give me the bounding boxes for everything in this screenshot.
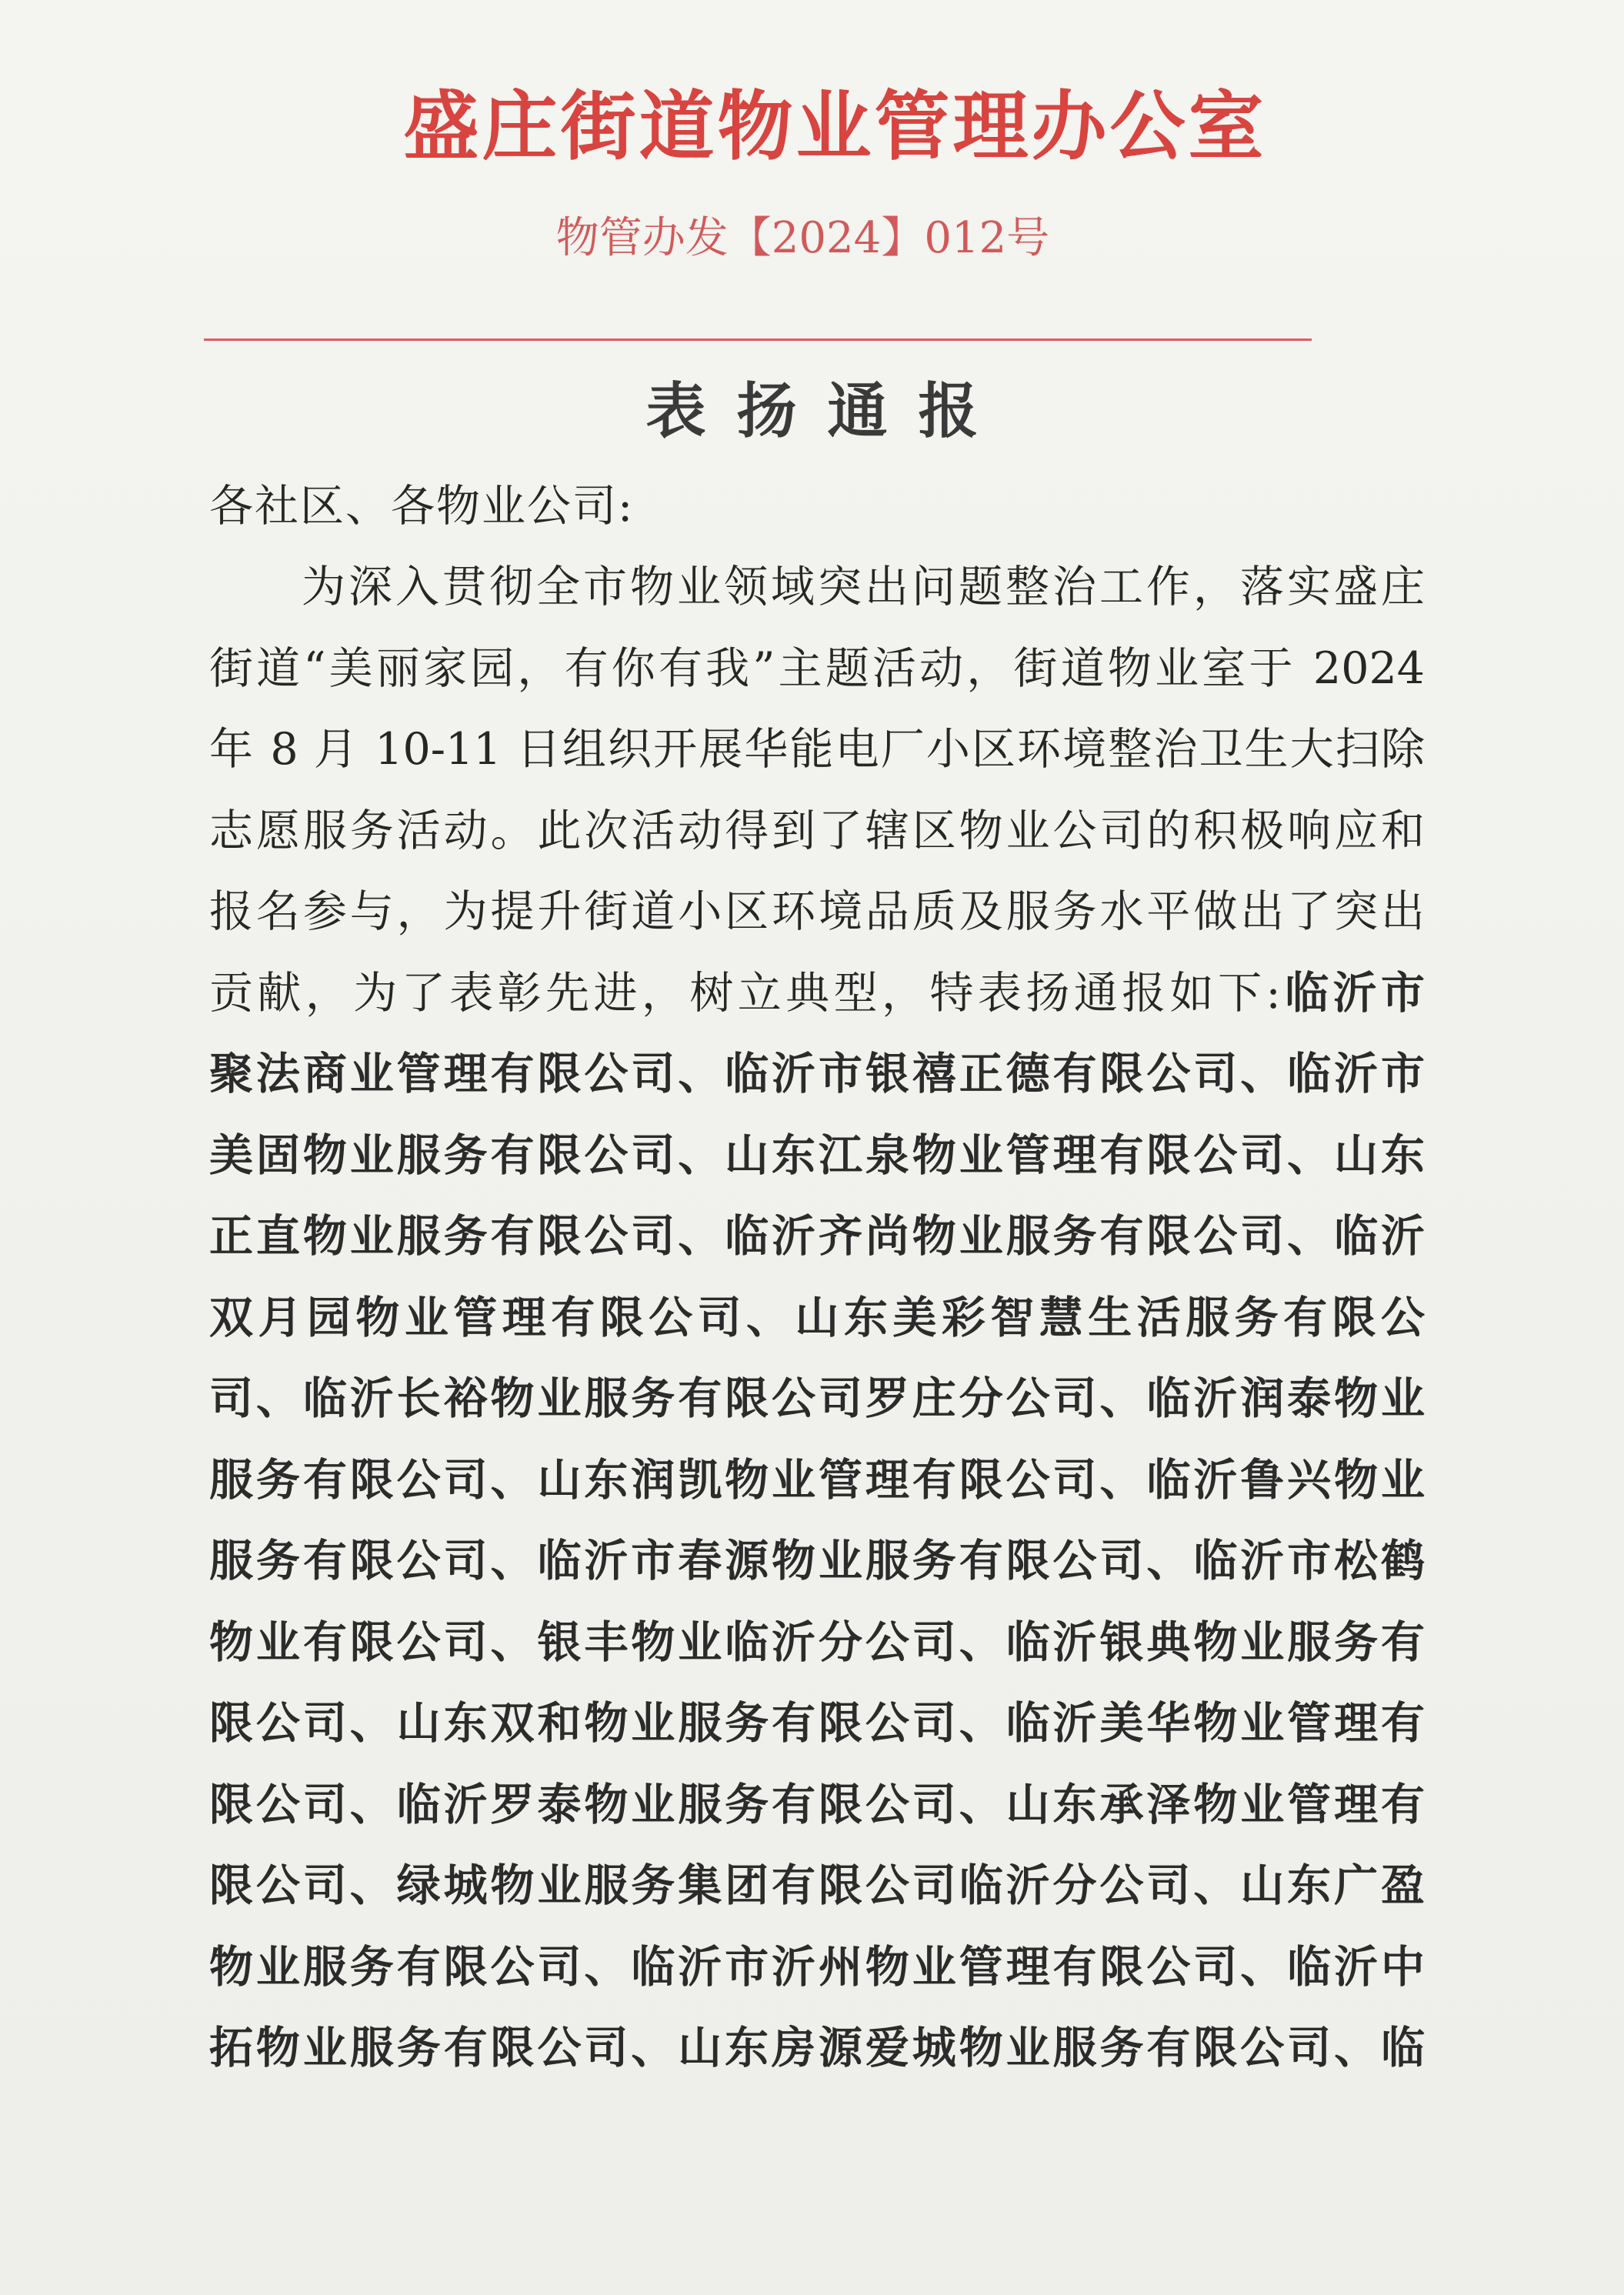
company-line: 拓物业服务有限公司、山东房源爱城物业服务有限公司、临 [209, 2023, 1425, 2073]
salutation: 各社区、各物业公司: [209, 481, 635, 532]
paragraph-line-mixed [209, 953, 1425, 1035]
company-line: 物业服务有限公司、临沂市沂州物业管理有限公司、临沂中 [209, 1941, 1425, 1993]
company-line: 限公司、绿城物业服务集团有限公司临沂分公司、山东广盈 [209, 1860, 1425, 1911]
company-line: 限公司、临沂罗泰物业服务有限公司、山东承泽物业管理有 [209, 1779, 1425, 1830]
company-list-start: 临沂市 [1280, 967, 1426, 1019]
company-line: 正直物业服务有限公司、临沂齐尚物业服务有限公司、临沂 [209, 1211, 1425, 1262]
paragraph-line: 为深入贯彻全市物业领域突出问题整治工作，落实盛庄 [302, 562, 1425, 612]
company-line: 美固物业服务有限公司、山东江泉物业管理有限公司、山东 [209, 1129, 1425, 1181]
company-line: 服务有限公司、临沂市春源物业服务有限公司、临沂市松鹤 [209, 1536, 1425, 1586]
company-line: 服务有限公司、山东润凯物业管理有限公司、临沂鲁兴物业 [209, 1454, 1425, 1506]
company-line: 双月园物业管理有限公司、山东美彩智慧生活服务有限公 [209, 1292, 1425, 1343]
paragraph-line: 街道“美丽家园，有你有我”主题活动，街道物业室于 2024 [209, 642, 1425, 694]
paragraph-line: 志愿服务活动。此次活动得到了辖区物业公司的积极响应和 [209, 805, 1425, 856]
paragraph-line: 报名参与，为提升街道小区环境品质及服务水平做出了突出 [209, 886, 1425, 937]
paragraph-line-regular: 贡献，为了表彰先进，树立典型，特表扬通报如下: [209, 967, 1281, 1019]
company-line: 聚法商业管理有限公司、临沂市银禧正德有限公司、临沂市 [209, 1049, 1425, 1099]
notice-body [209, 465, 1425, 2090]
company-line: 司、临沂长裕物业服务有限公司罗庄分公司、临沂润泰物业 [209, 1373, 1425, 1424]
org-title: 盛庄街道物业管理办公室 [403, 82, 1267, 171]
company-line: 物业有限公司、银丰物业临沂分公司、临沂银典物业服务有 [209, 1616, 1425, 1668]
paragraph-line: 年 8 月 10-11 日组织开展华能电厂小区环境整治卫生大扫除 [209, 724, 1425, 775]
doc-number: 物管办发【2024】012号 [555, 213, 1050, 263]
header-divider [204, 339, 1312, 341]
notice-title: 表扬通报 [645, 377, 1009, 446]
company-line: 限公司、山东双和物业服务有限公司、临沂美华物业管理有 [209, 1698, 1425, 1749]
